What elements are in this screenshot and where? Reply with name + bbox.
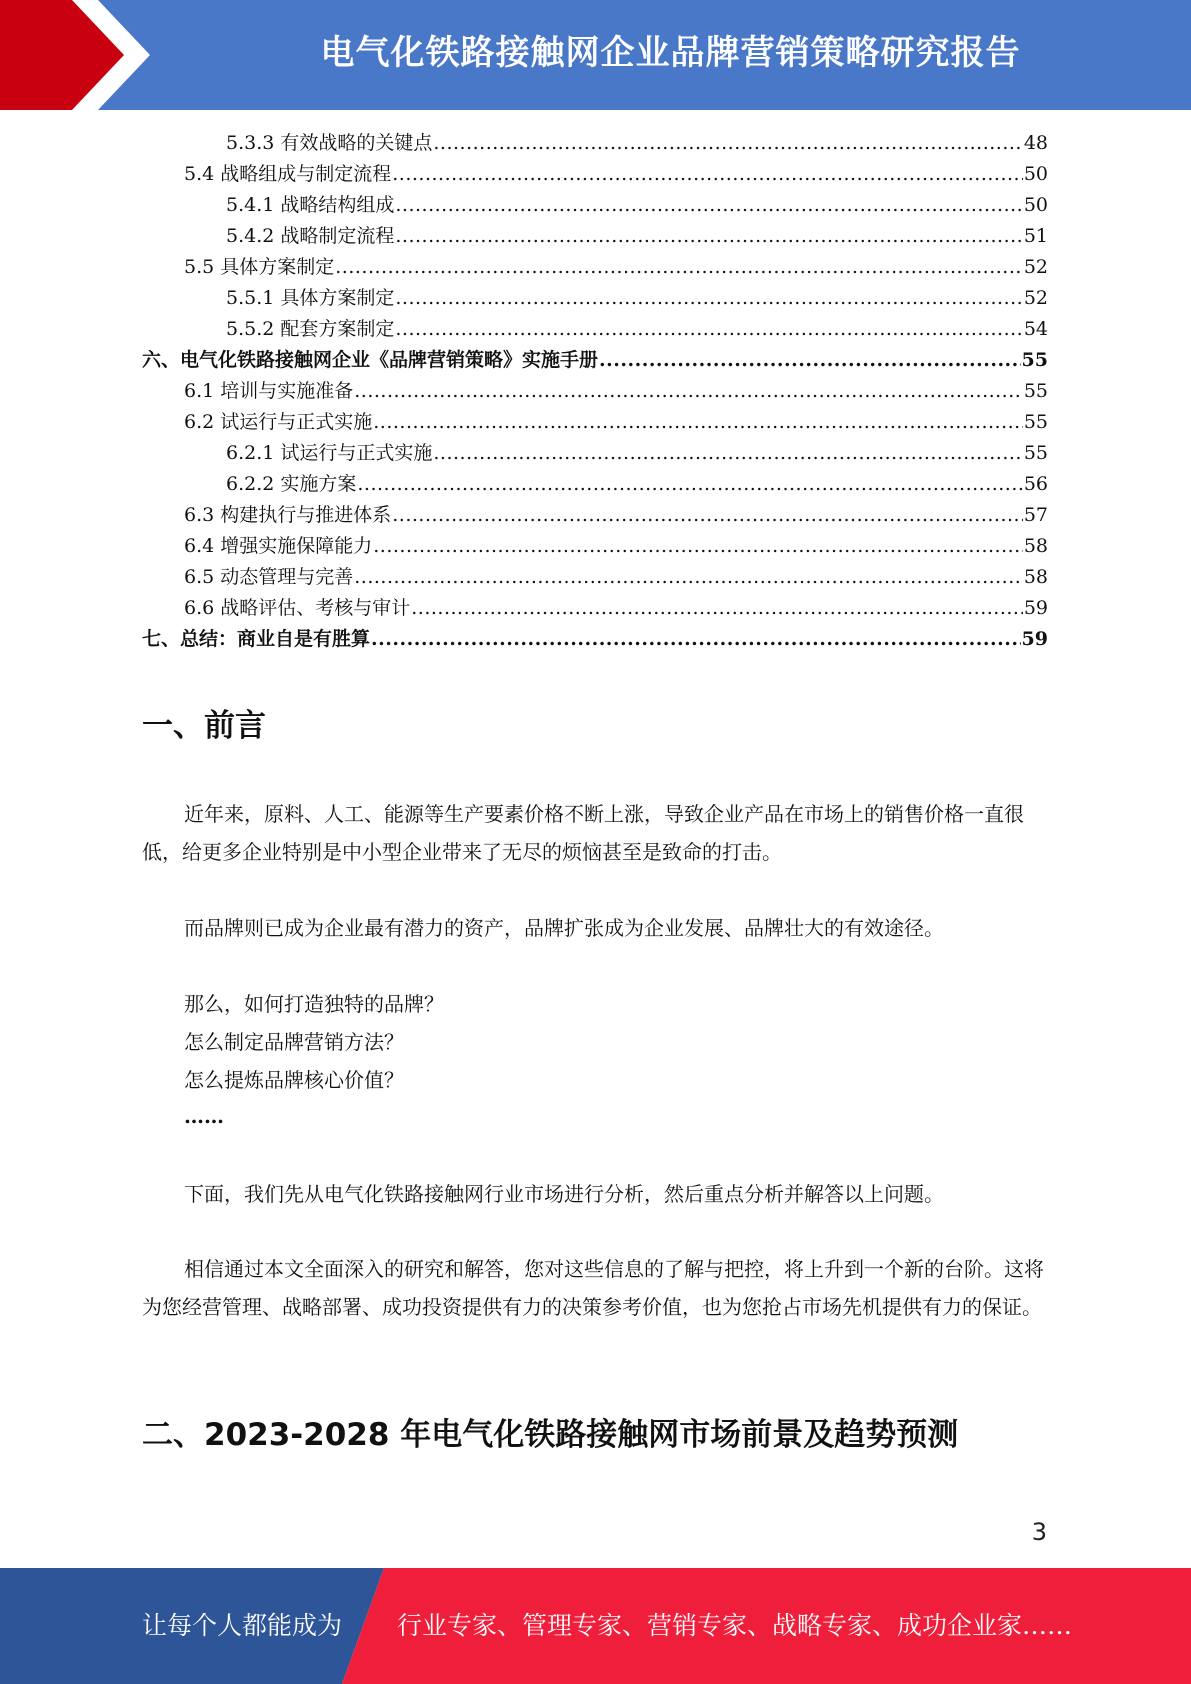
footer-slogan-left: 让每个人都能成为 [142, 1611, 343, 1640]
toc-entry-label: 6.2.2 实施方案 [226, 473, 357, 495]
header-chevron-icon [0, 0, 170, 110]
toc-entry[interactable] [142, 190, 1048, 221]
section-heading-foreword: 一、前言 [142, 708, 266, 744]
toc-entry-label: 6.2 试运行与正式实施 [184, 411, 373, 433]
toc-entry-page: 50 [1023, 163, 1048, 185]
toc-entry-label: 5.5.1 具体方案制定 [226, 287, 395, 309]
toc-entry[interactable] [142, 376, 1048, 407]
toc-dot-leader [395, 225, 1022, 247]
toc-entry[interactable] [142, 252, 1048, 283]
toc-dot-leader [335, 256, 1023, 278]
toc-entry-page: 52 [1023, 256, 1048, 278]
toc-dot-leader [373, 535, 1023, 557]
footer-slogan-right: 行业专家、管理专家、营销专家、战略专家、成功企业家…… [397, 1611, 1073, 1640]
toc-entry[interactable] [142, 128, 1048, 159]
toc-entry-label: 5.4.1 战略结构组成 [226, 194, 395, 216]
toc-entry-page: 58 [1023, 566, 1048, 588]
toc-entry-page: 58 [1023, 535, 1048, 557]
toc-entry[interactable] [142, 531, 1048, 562]
toc-entry[interactable] [142, 469, 1048, 500]
toc-entry[interactable] [142, 345, 1048, 376]
toc-entry-page: 55 [1023, 380, 1048, 402]
foreword-paragraph-3: 下面，我们先从电气化铁路接触网行业市场进行分析，然后重点分析并解答以上问题。 [184, 1182, 944, 1206]
toc-dot-leader [371, 628, 1021, 650]
section-heading-market-forecast: 二、2023-2028 年电气化铁路接触网市场前景及趋势预测 [142, 1417, 959, 1453]
toc-entry[interactable] [142, 159, 1048, 190]
toc-entry-label: 5.4 战略组成与制定流程 [184, 163, 392, 185]
foreword-paragraph-4: 相信通过本文全面深入的研究和解答，您对这些信息的了解与把控，将上升到一个新的台阶。这将为您经营管理、战略部署、成功投资提供有力的决策参考价值，也为您抢占市场先机提供有力的保证。 [142, 1257, 1044, 1319]
toc-entry-label: 6.6 战略评估、考核与审计 [184, 597, 411, 619]
toc-entry[interactable] [142, 314, 1048, 345]
toc-entry[interactable] [142, 221, 1048, 252]
foreword-paragraph-2: 而品牌则已成为企业最有潜力的资产，品牌扩张成为企业发展、品牌壮大的有效途径。 [184, 916, 944, 940]
toc-entry-page: 57 [1023, 504, 1048, 526]
toc-entry[interactable] [142, 562, 1048, 593]
toc-entry-page: 52 [1023, 287, 1048, 309]
toc-entry-page: 59 [1021, 628, 1048, 650]
toc-entry-label: 6.1 培训与实施准备 [184, 380, 354, 402]
toc-entry-label: 5.3.3 有效战略的关键点 [226, 132, 433, 154]
footer-bar [0, 1568, 1191, 1684]
question-1: 那么，如何打造独特的品牌？ [184, 992, 444, 1016]
toc-entry-label: 5.5.2 配套方案制定 [226, 318, 395, 340]
toc-entry-label: 6.4 增强实施保障能力 [184, 535, 373, 557]
toc-dot-leader [599, 349, 1021, 371]
header-bar [0, 0, 1191, 110]
toc-dot-leader [373, 411, 1023, 433]
ellipsis: …… [184, 1104, 224, 1128]
toc-entry-page: 56 [1023, 473, 1048, 495]
question-3: 怎么提炼品牌核心价值？ [184, 1068, 404, 1092]
toc-dot-leader [392, 163, 1023, 185]
toc-entry-label: 六、电气化铁路接触网企业《品牌营销策略》实施手册 [142, 349, 599, 371]
toc-entry[interactable] [142, 407, 1048, 438]
toc-entry-label: 6.3 构建执行与推进体系 [184, 504, 392, 526]
toc-entry[interactable] [142, 438, 1048, 469]
toc-dot-leader [411, 597, 1023, 619]
toc-entry-page: 54 [1023, 318, 1048, 340]
toc-dot-leader [354, 380, 1023, 402]
toc-dot-leader [433, 442, 1022, 464]
toc-entry-page: 59 [1023, 597, 1048, 619]
toc-entry[interactable] [142, 283, 1048, 314]
toc-entry-label: 5.4.2 战略制定流程 [226, 225, 395, 247]
toc-entry[interactable] [142, 593, 1048, 624]
toc-dot-leader [392, 504, 1023, 526]
toc-dot-leader [433, 132, 1022, 154]
page-number: 3 [1031, 1518, 1047, 1546]
toc-entry-label: 6.2.1 试运行与正式实施 [226, 442, 433, 464]
table-of-contents [142, 128, 1048, 655]
toc-entry[interactable] [142, 624, 1048, 655]
toc-dot-leader [395, 318, 1022, 340]
toc-dot-leader [357, 473, 1022, 495]
foreword-paragraph-1: 近年来，原料、人工、能源等生产要素价格不断上涨，导致企业产品在市场上的销售价格一直很低，给更多企业特别是中小型企业带来了无尽的烦恼甚至是致命的打击。 [142, 802, 1024, 864]
toc-entry[interactable] [142, 500, 1048, 531]
question-2: 怎么制定品牌营销方法？ [184, 1030, 404, 1054]
toc-entry-page: 50 [1023, 194, 1048, 216]
toc-entry-page: 55 [1021, 349, 1048, 371]
toc-dot-leader [354, 566, 1023, 588]
toc-dot-leader [395, 287, 1022, 309]
toc-entry-page: 55 [1023, 442, 1048, 464]
report-title: 电气化铁路接触网企业品牌营销策略研究报告 [320, 33, 1021, 73]
toc-entry-page: 51 [1023, 225, 1048, 247]
toc-dot-leader [395, 194, 1022, 216]
toc-entry-label: 5.5 具体方案制定 [184, 256, 335, 278]
toc-entry-label: 七、总结：商业自是有胜算 [142, 628, 371, 650]
toc-entry-page: 55 [1023, 411, 1048, 433]
toc-entry-label: 6.5 动态管理与完善 [184, 566, 354, 588]
toc-entry-page: 48 [1023, 132, 1048, 154]
